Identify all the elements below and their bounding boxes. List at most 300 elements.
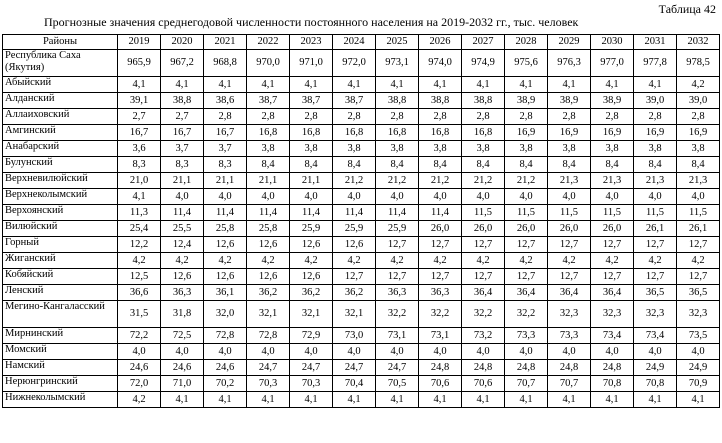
population-value: 3,8 xyxy=(290,141,333,157)
population-value: 4,0 xyxy=(677,189,720,205)
population-value: 21,2 xyxy=(462,173,505,189)
population-value: 3,8 xyxy=(677,141,720,157)
population-value: 971,0 xyxy=(290,50,333,77)
population-value: 12,7 xyxy=(548,237,591,253)
population-value: 4,1 xyxy=(247,392,290,408)
population-value: 3,8 xyxy=(548,141,591,157)
header-year: 2032 xyxy=(677,35,720,50)
population-value: 21,3 xyxy=(591,173,634,189)
population-value: 4,1 xyxy=(118,77,161,93)
population-value: 2,8 xyxy=(247,109,290,125)
population-value: 8,4 xyxy=(548,157,591,173)
population-value: 4,0 xyxy=(591,344,634,360)
population-value: 36,2 xyxy=(290,285,333,301)
population-value: 38,7 xyxy=(290,93,333,109)
table-row xyxy=(3,285,720,301)
population-value: 12,6 xyxy=(161,269,204,285)
population-value: 3,7 xyxy=(161,141,204,157)
population-value: 4,1 xyxy=(677,392,720,408)
population-value: 73,1 xyxy=(376,328,419,344)
population-value: 4,2 xyxy=(548,253,591,269)
table-row xyxy=(3,328,720,344)
population-value: 26,0 xyxy=(419,221,462,237)
population-value: 24,7 xyxy=(376,360,419,376)
population-value: 21,2 xyxy=(505,173,548,189)
population-value: 12,7 xyxy=(634,237,677,253)
population-value: 73,3 xyxy=(505,328,548,344)
population-value: 36,6 xyxy=(118,285,161,301)
table-row xyxy=(3,253,720,269)
population-value: 3,8 xyxy=(376,141,419,157)
population-value: 26,0 xyxy=(548,221,591,237)
population-value: 3,8 xyxy=(462,141,505,157)
population-value: 4,1 xyxy=(548,77,591,93)
population-value: 2,8 xyxy=(290,109,333,125)
population-value: 73,1 xyxy=(419,328,462,344)
population-value: 16,8 xyxy=(376,125,419,141)
population-value: 24,9 xyxy=(634,360,677,376)
district-name: Верхоянский xyxy=(3,205,118,221)
population-value: 73,2 xyxy=(462,328,505,344)
population-value: 70,3 xyxy=(290,376,333,392)
population-value: 4,2 xyxy=(333,253,376,269)
population-value: 16,8 xyxy=(462,125,505,141)
header-districts: Районы xyxy=(3,35,118,50)
population-value: 70,2 xyxy=(204,376,247,392)
population-value: 972,0 xyxy=(333,50,376,77)
table-row xyxy=(3,77,720,93)
population-value: 4,2 xyxy=(419,253,462,269)
population-value: 4,0 xyxy=(634,344,677,360)
population-value: 974,0 xyxy=(419,50,462,77)
population-value: 26,1 xyxy=(634,221,677,237)
population-value: 25,9 xyxy=(376,221,419,237)
population-value: 39,0 xyxy=(677,93,720,109)
population-value: 11,3 xyxy=(118,205,161,221)
population-value: 70,6 xyxy=(419,376,462,392)
population-value: 4,0 xyxy=(333,189,376,205)
population-value: 4,0 xyxy=(505,189,548,205)
population-value: 11,4 xyxy=(204,205,247,221)
population-value: 70,7 xyxy=(548,376,591,392)
population-value: 73,5 xyxy=(677,328,720,344)
population-value: 36,4 xyxy=(548,285,591,301)
population-value: 4,0 xyxy=(118,344,161,360)
population-value: 21,2 xyxy=(376,173,419,189)
population-value: 4,2 xyxy=(247,253,290,269)
population-value: 26,1 xyxy=(677,221,720,237)
population-value: 25,9 xyxy=(290,221,333,237)
population-value: 39,0 xyxy=(634,93,677,109)
population-value: 3,8 xyxy=(247,141,290,157)
population-value: 8,4 xyxy=(634,157,677,173)
population-value: 8,4 xyxy=(333,157,376,173)
header-year: 2019 xyxy=(118,35,161,50)
population-value: 32,3 xyxy=(591,301,634,328)
population-value: 3,6 xyxy=(118,141,161,157)
district-name: Алданский xyxy=(3,93,118,109)
header-year: 2031 xyxy=(634,35,677,50)
population-value: 24,6 xyxy=(118,360,161,376)
population-value: 12,7 xyxy=(591,269,634,285)
population-value: 2,8 xyxy=(376,109,419,125)
population-value: 4,0 xyxy=(376,344,419,360)
population-value: 968,8 xyxy=(204,50,247,77)
population-value: 24,8 xyxy=(591,360,634,376)
table-number: Таблица 42 xyxy=(658,2,716,16)
district-name: Анабарский xyxy=(3,141,118,157)
population-value: 32,3 xyxy=(634,301,677,328)
population-value: 72,8 xyxy=(204,328,247,344)
population-value: 38,7 xyxy=(333,93,376,109)
population-value: 21,1 xyxy=(204,173,247,189)
population-value: 3,8 xyxy=(591,141,634,157)
population-value: 70,5 xyxy=(376,376,419,392)
population-value: 11,4 xyxy=(376,205,419,221)
population-value: 973,1 xyxy=(376,50,419,77)
population-value: 4,0 xyxy=(634,189,677,205)
population-value: 73,0 xyxy=(333,328,376,344)
population-value: 4,1 xyxy=(161,392,204,408)
population-value: 4,0 xyxy=(333,344,376,360)
population-value: 12,7 xyxy=(505,269,548,285)
table-row xyxy=(3,93,720,109)
table-row xyxy=(3,109,720,125)
population-value: 4,0 xyxy=(419,189,462,205)
population-value: 8,4 xyxy=(290,157,333,173)
population-value: 4,0 xyxy=(677,344,720,360)
population-value: 12,7 xyxy=(591,237,634,253)
population-value: 4,1 xyxy=(333,392,376,408)
population-value: 73,3 xyxy=(548,328,591,344)
population-value: 8,4 xyxy=(247,157,290,173)
population-value: 21,1 xyxy=(290,173,333,189)
population-value: 4,2 xyxy=(290,253,333,269)
population-value: 4,0 xyxy=(290,189,333,205)
population-value: 2,8 xyxy=(419,109,462,125)
population-value: 36,2 xyxy=(247,285,290,301)
header-year: 2026 xyxy=(419,35,462,50)
population-value: 12,6 xyxy=(290,269,333,285)
population-value: 4,0 xyxy=(161,344,204,360)
population-value: 2,7 xyxy=(161,109,204,125)
table-row xyxy=(3,360,720,376)
population-value: 24,8 xyxy=(419,360,462,376)
table-row xyxy=(3,205,720,221)
district-name: Аллаиховский xyxy=(3,109,118,125)
table-row xyxy=(3,50,720,77)
population-value: 2,7 xyxy=(118,109,161,125)
table-row xyxy=(3,221,720,237)
population-value: 4,2 xyxy=(161,253,204,269)
population-value: 26,0 xyxy=(591,221,634,237)
population-value: 4,1 xyxy=(118,189,161,205)
population-value: 26,0 xyxy=(462,221,505,237)
population-value: 32,1 xyxy=(333,301,376,328)
population-value: 31,8 xyxy=(161,301,204,328)
population-value: 977,0 xyxy=(591,50,634,77)
population-value: 11,4 xyxy=(419,205,462,221)
population-value: 4,0 xyxy=(376,189,419,205)
population-value: 12,7 xyxy=(677,237,720,253)
population-value: 12,6 xyxy=(204,237,247,253)
population-value: 32,1 xyxy=(247,301,290,328)
population-value: 4,0 xyxy=(462,189,505,205)
population-value: 2,8 xyxy=(333,109,376,125)
population-value: 38,9 xyxy=(591,93,634,109)
population-value: 4,2 xyxy=(677,77,720,93)
population-value: 32,3 xyxy=(548,301,591,328)
population-value: 12,7 xyxy=(634,269,677,285)
header-year: 2021 xyxy=(204,35,247,50)
population-value: 4,2 xyxy=(591,253,634,269)
population-value: 38,7 xyxy=(247,93,290,109)
table-row xyxy=(3,269,720,285)
population-value: 72,0 xyxy=(118,376,161,392)
district-name: Республика Саха (Якутия) xyxy=(3,50,118,77)
population-value: 12,7 xyxy=(376,269,419,285)
population-value: 12,7 xyxy=(376,237,419,253)
population-value: 4,0 xyxy=(204,189,247,205)
population-value: 4,0 xyxy=(247,344,290,360)
population-value: 4,1 xyxy=(376,392,419,408)
population-value: 4,0 xyxy=(548,189,591,205)
population-value: 3,8 xyxy=(634,141,677,157)
population-value: 4,1 xyxy=(204,77,247,93)
population-value: 4,1 xyxy=(505,77,548,93)
population-value: 16,7 xyxy=(161,125,204,141)
table-title: Прогнозные значения среднегодовой численности постоянного населения на 2019-2032 гг., тыс. человек xyxy=(44,15,579,29)
population-value: 16,8 xyxy=(247,125,290,141)
district-name: Абыйский xyxy=(3,77,118,93)
population-value: 4,1 xyxy=(505,392,548,408)
population-value: 4,0 xyxy=(161,189,204,205)
population-value: 8,4 xyxy=(462,157,505,173)
population-value: 965,9 xyxy=(118,50,161,77)
population-value: 21,3 xyxy=(677,173,720,189)
population-value: 38,8 xyxy=(161,93,204,109)
population-value: 24,6 xyxy=(204,360,247,376)
district-name: Вилюйский xyxy=(3,221,118,237)
population-value: 8,3 xyxy=(118,157,161,173)
population-value: 12,7 xyxy=(462,269,505,285)
population-value: 26,0 xyxy=(505,221,548,237)
population-value: 2,8 xyxy=(204,109,247,125)
population-value: 16,9 xyxy=(505,125,548,141)
population-value: 32,2 xyxy=(376,301,419,328)
population-value: 975,6 xyxy=(505,50,548,77)
population-value: 4,0 xyxy=(591,189,634,205)
district-name: Кобяйский xyxy=(3,269,118,285)
population-value: 36,1 xyxy=(204,285,247,301)
population-value: 8,3 xyxy=(204,157,247,173)
population-value: 70,7 xyxy=(505,376,548,392)
population-value: 24,6 xyxy=(161,360,204,376)
population-value: 36,4 xyxy=(591,285,634,301)
population-value: 21,1 xyxy=(247,173,290,189)
population-value: 24,8 xyxy=(548,360,591,376)
population-value: 12,7 xyxy=(419,237,462,253)
population-value: 4,1 xyxy=(419,392,462,408)
district-name: Ленский xyxy=(3,285,118,301)
population-value: 72,9 xyxy=(290,328,333,344)
population-value: 39,1 xyxy=(118,93,161,109)
population-value: 36,5 xyxy=(677,285,720,301)
population-value: 11,5 xyxy=(591,205,634,221)
table-row xyxy=(3,173,720,189)
table-row xyxy=(3,157,720,173)
table-row xyxy=(3,125,720,141)
population-value: 38,8 xyxy=(462,93,505,109)
population-value: 4,0 xyxy=(548,344,591,360)
population-value: 72,2 xyxy=(118,328,161,344)
population-value: 12,7 xyxy=(333,269,376,285)
header-year: 2025 xyxy=(376,35,419,50)
population-value: 4,0 xyxy=(290,344,333,360)
population-value: 12,6 xyxy=(204,269,247,285)
population-value: 4,2 xyxy=(118,392,161,408)
population-value: 970,0 xyxy=(247,50,290,77)
population-value: 4,1 xyxy=(634,392,677,408)
population-value: 4,2 xyxy=(634,253,677,269)
header-year: 2020 xyxy=(161,35,204,50)
population-value: 11,5 xyxy=(677,205,720,221)
population-value: 2,8 xyxy=(634,109,677,125)
population-value: 12,7 xyxy=(419,269,462,285)
population-value: 967,2 xyxy=(161,50,204,77)
population-value: 12,6 xyxy=(247,237,290,253)
population-value: 25,8 xyxy=(247,221,290,237)
population-value: 24,7 xyxy=(247,360,290,376)
population-value: 12,7 xyxy=(462,237,505,253)
population-value: 16,9 xyxy=(677,125,720,141)
population-value: 73,4 xyxy=(634,328,677,344)
population-value: 8,4 xyxy=(505,157,548,173)
population-value: 11,5 xyxy=(462,205,505,221)
population-value: 4,1 xyxy=(419,77,462,93)
population-value: 24,7 xyxy=(290,360,333,376)
population-value: 38,9 xyxy=(505,93,548,109)
population-value: 70,4 xyxy=(333,376,376,392)
population-value: 70,8 xyxy=(591,376,634,392)
population-value: 70,8 xyxy=(634,376,677,392)
population-value: 24,8 xyxy=(462,360,505,376)
population-value: 4,1 xyxy=(204,392,247,408)
population-value: 38,8 xyxy=(376,93,419,109)
population-value: 72,5 xyxy=(161,328,204,344)
population-value: 12,6 xyxy=(333,237,376,253)
population-value: 4,1 xyxy=(161,77,204,93)
population-value: 21,0 xyxy=(118,173,161,189)
population-value: 4,1 xyxy=(247,77,290,93)
population-value: 32,2 xyxy=(462,301,505,328)
population-value: 21,3 xyxy=(634,173,677,189)
table-row xyxy=(3,344,720,360)
header-year: 2030 xyxy=(591,35,634,50)
district-name: Горный xyxy=(3,237,118,253)
district-name: Намский xyxy=(3,360,118,376)
population-value: 4,1 xyxy=(462,77,505,93)
population-value: 25,5 xyxy=(161,221,204,237)
population-value: 25,8 xyxy=(204,221,247,237)
population-value: 8,4 xyxy=(376,157,419,173)
header-year: 2028 xyxy=(505,35,548,50)
population-value: 11,5 xyxy=(548,205,591,221)
population-value: 4,2 xyxy=(505,253,548,269)
population-value: 974,9 xyxy=(462,50,505,77)
population-value: 3,8 xyxy=(419,141,462,157)
population-value: 4,0 xyxy=(419,344,462,360)
population-value: 21,2 xyxy=(419,173,462,189)
population-value: 977,8 xyxy=(634,50,677,77)
population-value: 4,1 xyxy=(333,77,376,93)
district-name: Нерюнгринский xyxy=(3,376,118,392)
population-value: 12,5 xyxy=(118,269,161,285)
district-name: Нижнеколымский xyxy=(3,392,118,408)
population-value: 4,1 xyxy=(376,77,419,93)
population-value: 4,0 xyxy=(505,344,548,360)
population-value: 16,9 xyxy=(548,125,591,141)
population-value: 2,8 xyxy=(677,109,720,125)
population-value: 8,4 xyxy=(419,157,462,173)
population-value: 3,7 xyxy=(204,141,247,157)
population-value: 8,4 xyxy=(591,157,634,173)
population-value: 32,0 xyxy=(204,301,247,328)
population-value: 36,4 xyxy=(505,285,548,301)
population-value: 16,9 xyxy=(591,125,634,141)
population-value: 978,5 xyxy=(677,50,720,77)
population-value: 24,9 xyxy=(677,360,720,376)
table-body xyxy=(3,50,720,408)
population-value: 36,3 xyxy=(161,285,204,301)
population-value: 21,2 xyxy=(333,173,376,189)
district-name: Булунский xyxy=(3,157,118,173)
table-row xyxy=(3,237,720,253)
population-value: 2,8 xyxy=(462,109,505,125)
population-value: 32,2 xyxy=(505,301,548,328)
population-value: 32,1 xyxy=(290,301,333,328)
population-value: 21,1 xyxy=(161,173,204,189)
population-value: 38,8 xyxy=(419,93,462,109)
header-year: 2029 xyxy=(548,35,591,50)
population-value: 25,9 xyxy=(333,221,376,237)
population-value: 70,6 xyxy=(462,376,505,392)
population-value: 36,3 xyxy=(419,285,462,301)
population-value: 12,7 xyxy=(677,269,720,285)
population-value: 4,1 xyxy=(290,392,333,408)
population-value: 72,8 xyxy=(247,328,290,344)
population-value: 32,2 xyxy=(419,301,462,328)
population-value: 25,4 xyxy=(118,221,161,237)
population-value: 11,4 xyxy=(290,205,333,221)
population-value: 36,3 xyxy=(376,285,419,301)
population-value: 16,8 xyxy=(419,125,462,141)
population-value: 12,7 xyxy=(505,237,548,253)
population-value: 4,2 xyxy=(462,253,505,269)
population-value: 16,7 xyxy=(118,125,161,141)
district-name: Мирнинский xyxy=(3,328,118,344)
header-year: 2022 xyxy=(247,35,290,50)
population-value: 38,6 xyxy=(204,93,247,109)
population-value: 12,7 xyxy=(548,269,591,285)
population-value: 12,2 xyxy=(118,237,161,253)
population-value: 12,4 xyxy=(161,237,204,253)
population-value: 16,7 xyxy=(204,125,247,141)
population-value: 24,8 xyxy=(505,360,548,376)
population-value: 4,1 xyxy=(591,77,634,93)
population-value: 11,4 xyxy=(161,205,204,221)
population-value: 36,4 xyxy=(462,285,505,301)
